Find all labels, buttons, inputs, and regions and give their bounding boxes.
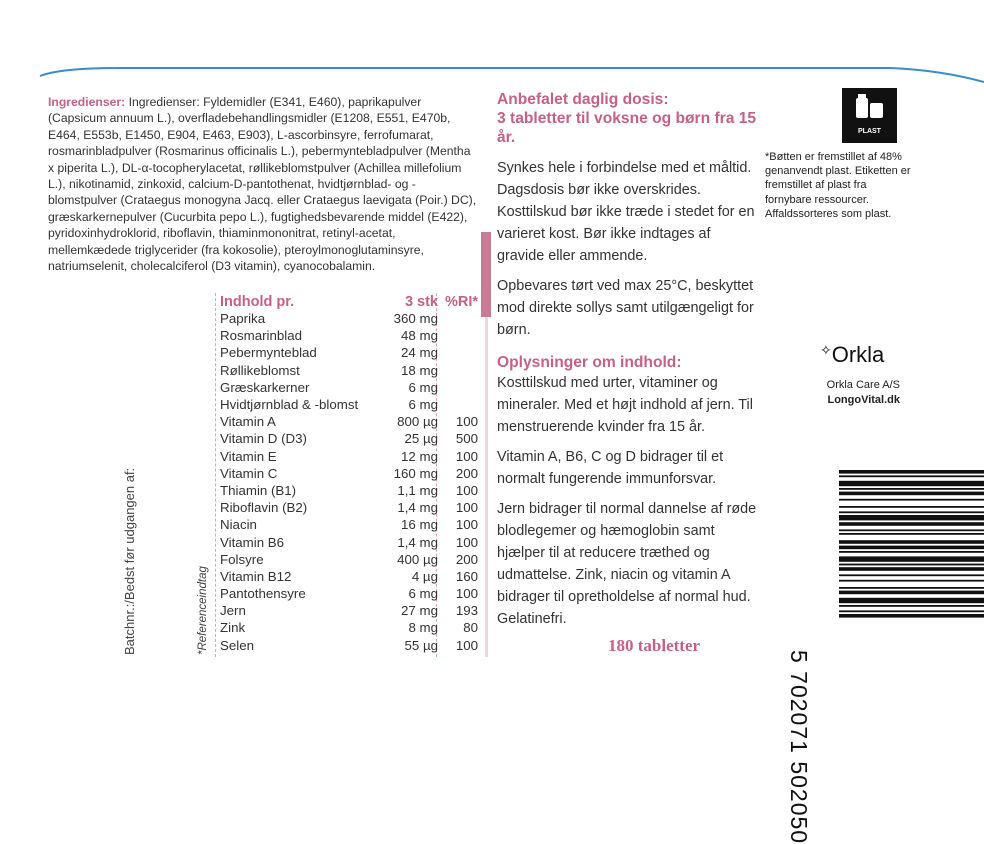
nutrient-amount: 55 µg [404,637,438,653]
nutrient-name: Folsyre [220,551,264,567]
nutrient-ri: 100 [455,586,478,602]
dosage-info-column [497,90,759,630]
nutrient-amount: 1,1 mg [397,482,438,498]
nutrient-name: Vitamin A [220,414,276,430]
website: LongoVital.dk [827,394,900,406]
nutrient-amount: 8 mg [408,620,438,636]
nutrient-name: Pebermynteblad [220,345,317,361]
header-amount: 3 stk [404,294,438,310]
nutrient-name: Vitamin E [220,448,277,464]
nutrition-row [215,499,478,516]
nutrient-amount: 1,4 mg [397,534,438,550]
nutrient-name: Vitamin C [220,465,278,481]
nutrient-amount: 4 µg [411,568,438,584]
nutrient-ri: 100 [455,637,478,653]
nutrition-row [215,344,478,361]
nutrition-row [215,413,478,430]
barcode-bar [839,540,984,544]
dosage-heading: Anbefalet daglig dosis: [497,91,669,108]
nutrient-name: Selen [220,637,255,653]
nutrient-ri: 160 [455,568,478,584]
immune-paragraph: Vitamin A, B6, C og D bidrager til et normalt fungerende immunforsvar. [497,449,724,487]
barcode-bar [839,506,984,508]
ingredients-text [48,94,478,274]
nutrient-name: Rosmarinblad [220,328,303,344]
plastic-note: *Bøtten er fremstillet af 48% genanvendt plast. Etiketten er fremstillet af plast fra fornybare ressourcer. Affaldssorteres som plast. [765,151,911,220]
barcode-bar [839,533,984,535]
nutrient-amount: 25 µg [404,431,438,447]
nutrition-row [215,310,478,327]
accent-bar [481,232,491,317]
nutrient-name: Jern [220,603,246,619]
nutrient-name: Riboflavin (B2) [220,500,308,516]
nutrition-row [215,533,478,550]
nutrition-row [215,379,478,396]
nutrient-amount: 18 mg [401,362,438,378]
nutrient-ri: 200 [455,551,478,567]
plastic-recycling-icon [842,88,897,143]
nutrient-ri: 80 [463,620,478,636]
nutrient-ri: 100 [455,448,478,464]
ingredients-body: Ingredienser: Fyldemidler (E341, E460), paprikapulver (Capsicum annuum L.), overfladebehandlingsmidler (E1208, E551, E470b, E464, E553b, E1450, E904, E463, E903), L-ascorbinsyre, ferrofumarat, rosmarinbladpulver (Rosmarinus officinalis L.), pebermyntebladpulver (Mentha x piperita L.), DL-α-tocopherylacetat, røllikeblomstpulver (Achillea millefolium L.), nikotinamid, zinkoxid, calcium-D-pantothenat, hvidtjørnblad- og -blomstpulver (Crataegus monogyna Jacq. eller Crataegus laevigata (Poir.) DC), græskarkernepulver (Cucurbita pepo L.), fugtighedsbevarende middel (E422), pyridoxinhydroklorid, riboflavin, thiaminmononitrat, retinyl-acetat, mellemkædede triglycerider (fra kokosolie), pteroylmonoglutaminsyre, natriumselenit, cholecalciferol (D3 vitamin), cyanocobalamin. [48,95,477,274]
nutrient-name: Paprika [220,311,266,327]
nutrient-amount: 360 mg [393,311,438,327]
nutrient-ri: 100 [455,500,478,516]
barcode-bar [839,614,984,618]
nutrition-row [215,465,478,482]
nutrient-name: Vitamin B12 [220,568,292,584]
nutrition-row [215,396,478,413]
nutrient-amount: 6 mg [408,397,438,413]
dosage-paragraph: Synkes hele i forbindelse med et måltid. Dagsdosis bør ikke overskrides. Kosttilskud bør ikke træde i stedet for en varieret kost. Bør ikke indtages af gravide eller ammende. [497,160,755,264]
nutrient-name: Røllikeblomst [220,362,300,378]
nutrient-ri: 100 [455,414,478,430]
nutrient-ri: 100 [455,534,478,550]
info-heading: Oplysninger om indhold: [497,354,682,371]
nutrient-amount: 16 mg [401,517,438,533]
nutrition-row [215,448,478,465]
barcode-bar [839,492,984,496]
nutrition-row [215,585,478,602]
nutrient-ri: 100 [455,517,478,533]
nutrient-amount: 800 µg [397,414,438,430]
barcode-bar [839,551,984,553]
nutrient-amount: 6 mg [408,586,438,602]
barcode-bar [839,546,984,550]
company-info [780,378,900,408]
nutrition-row [215,602,478,619]
nutrient-amount: 1,4 mg [397,500,438,516]
logo-text: Orkla [831,342,885,367]
plastic-icon-label: PLAST [858,128,881,135]
barcode-bar [839,580,984,582]
barcode-bar [839,511,984,513]
barcode-bar [839,564,984,566]
barcode-bar [839,499,984,501]
barcode-bar [839,567,984,571]
nutrition-row [215,482,478,499]
nutrient-ri: 100 [455,482,478,498]
barcode-bar [839,587,984,589]
nutrient-name: Græskarkerner [220,379,310,395]
nutrient-ri: 200 [455,465,478,481]
barcode-bar [839,488,984,490]
nutrient-name: Hvidtjørnblad & -blomst [220,397,359,413]
barcode-bar [839,556,984,561]
nutrition-row [215,568,478,585]
barcode-bar [839,515,984,520]
barcode-bar [839,591,984,595]
ingredients-label: Ingredienser: [48,95,126,109]
barcode-bar [839,610,984,612]
nutrient-amount: 400 µg [397,551,438,567]
nutrition-row [215,362,478,379]
barcode-bar [839,598,984,603]
barcode-number: 5 702071 502050 [786,650,812,844]
nutrient-amount: 12 mg [401,448,438,464]
nutrient-name: Thiamin (B1) [220,482,297,498]
nutrient-name: Zink [220,620,246,636]
batch-best-before-label: Batchnr.:/Bedst før udgangen af: [122,467,137,655]
nutrition-header [215,290,478,310]
company-name: Orkla Care A/S [826,379,900,391]
nutrient-amount: 160 mg [393,465,438,481]
barcode-bar [839,522,984,526]
nutrient-name: Vitamin B6 [220,534,285,550]
nutrition-row [215,516,478,533]
barcode-bar [839,605,984,607]
nutrition-row [215,327,478,344]
nutrient-name: Niacin [220,517,257,533]
star-icon: ✧ [820,342,832,358]
nutrient-amount: 27 mg [401,603,438,619]
nutrient-amount: 48 mg [401,328,438,344]
barcode [805,470,984,657]
nutrition-row [215,637,478,654]
nutrient-name: Pantothensyre [220,586,306,602]
ri-footnote: *Referenceindtag [197,566,209,655]
barcode-bar [839,529,984,531]
orkla-logo [820,342,884,368]
nutrition-table [215,290,478,654]
tablet-count: 180 tabletter [608,636,701,655]
barcode-bar [839,481,984,486]
header-ri: %RI* [444,294,478,310]
barcode-bar [839,574,984,576]
nutrient-name: Vitamin D (D3) [220,431,307,447]
nutrient-ri: 500 [455,431,478,447]
iron-paragraph: Jern bidrager til normal dannelse af røde blodlegemer og hæmoglobin samt hjælper til at reducere træthed og udmattelse. Zink, niacin og vitamin A bidrager til opretholdelse af normal hud. Gelatinefri. [497,501,757,627]
nutrient-ri: 193 [455,603,478,619]
storage-paragraph: Opbevares tørt ved max 25°C, beskyttet mod direkte sollys samt utilgængeligt for børn. [497,278,754,338]
header-content: Indhold pr. [220,294,295,310]
accent-line [485,317,488,657]
dosage-subheading: 3 tabletter til voksne og børn fra 15 år. [497,110,757,146]
barcode-bar [839,470,984,474]
barcode-bar [839,475,984,477]
nutrient-amount: 6 mg [408,379,438,395]
nutrition-row [215,551,478,568]
nutrition-row [215,619,478,636]
info-paragraph: Kosttilskud med urter, vitaminer og mineraler. Med et højt indhold af jern. Til menstruerende kvinder fra 15 år. [497,375,753,435]
nutrient-amount: 24 mg [401,345,438,361]
nutrition-row [215,430,478,447]
